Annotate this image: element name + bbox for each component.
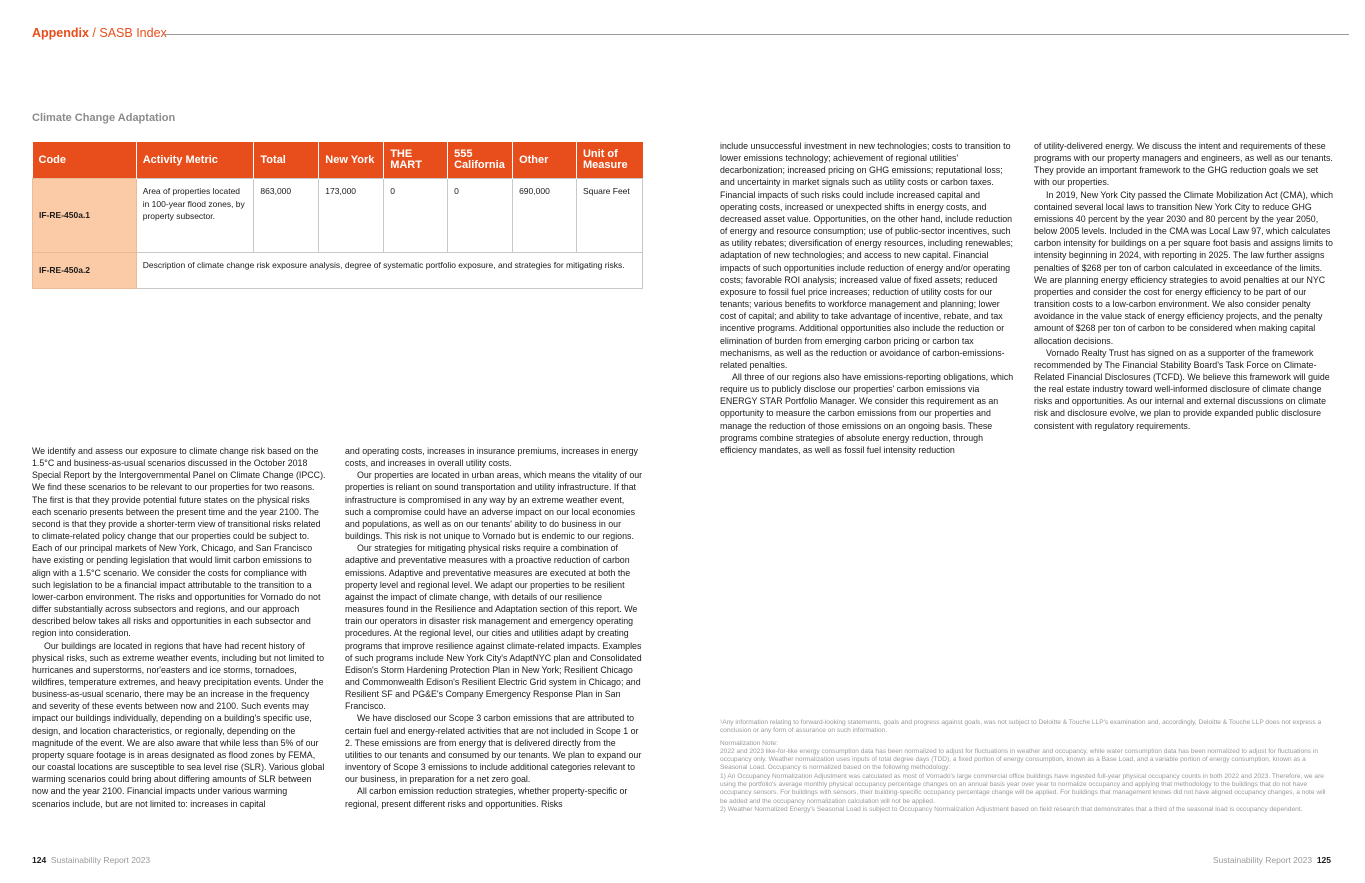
column-header: Activity Metric	[136, 142, 254, 179]
sasb-table	[32, 142, 643, 289]
new-york-value: 173,000	[319, 179, 384, 253]
report-title: Sustainability Report 2023	[50, 855, 151, 865]
column-header: Total	[254, 142, 319, 179]
total-value: 863,000	[254, 179, 319, 253]
normalization-item-2: 2) Weather Normalized Energy's Seasonal Load is subject to Occupancy Normalization Adjustment based on field research that demonstrates that a third of the seasonal load is occupancy dependent.	[720, 805, 1303, 813]
normalization-body: 2022 and 2023 like-for-like energy consumption data has been normalized to adjust for fluctuations in weather and occupancy, while water consumption data has been normalized to adjust for fluctuations in occupancy only. Weather normalization uses inputs of total degree days (TDD), a fixed portion of energy consumption, known as a Base Load, and a variable portion of energy consumption, known as a Seasonal Load. Occupancy is normalized based on the following methodology:	[720, 747, 1319, 772]
text-column-4	[1034, 140, 1334, 432]
the-mart-value: 0	[384, 179, 448, 253]
page-number: 125	[1316, 855, 1331, 865]
report-title: Sustainability Report 2023	[1212, 855, 1313, 865]
paragraph: All three of our regions also have emissions-reporting obligations, which require us to publicly disclose our properties' carbon emissions via ENERGY STAR Portfolio Manager. We consider this requirement as an opportunity to measure the carbon emissions from our properties and manage the reduction of those emissions on an ongoing basis. These programs combine strategies of absolute energy reduction, through efficiency mandates, as well as fossil fuel intensity reduction	[720, 371, 1014, 455]
table-header-row	[33, 142, 643, 179]
table-row	[33, 179, 643, 253]
column-header: 555 California	[448, 142, 513, 179]
paragraph: Our strategies for mitigating physical risks require a combination of adaptive and preventative measures with a proactive reduction of carbon emissions. Adaptive and preventative measures are executed at both the property level and regional level. We adapt our properties to be resilient against the impact of climate change, with details of our resilience measures found in the Resilience and Adaptation section of this report. We train our operators in disaster risk management and emergency operating procedures. At the regional level, our cities and utilities adapt by creating programs that improve resilience against climate-related impacts. Examples of such programs include New York City's AdaptNYC plan and Consolidated Edison's Storm Hardening Protection Plan in New York; Resilient Chicago and Commonwealth Edison's Resilient Electric Grid system in Chicago; and Resilient SF and PG&E's Company Emergency Response Plan in San Francisco.	[345, 543, 642, 712]
section-title: Climate Change Adaptation	[32, 112, 176, 124]
normalization-item-1: 1) An Occupancy Normalization Adjustment was calculated as most of Vornado's large commercial office buildings have ingested full-year physical occupancy counts in both 2022 and 2023. Therefore, we are using the portfolio's average monthly physical occupancy percentage changes on an annual basis year over year to normalize occupancy and applying that methodology to the buildings that do not have occupancy sensors. For buildings with sensors, their building-specific occupancy percentage change will be applied. For buildings that management knows did not have aligned occupancy changes, a note will be added and the occupancy normalization calculation will not be applied.	[720, 772, 1326, 805]
footnotes	[720, 719, 1333, 814]
column-header: Unit of Measure	[576, 142, 642, 179]
breadcrumb-section: Appendix	[32, 26, 89, 40]
paragraph: We have disclosed our Scope 3 carbon emissions that are attributed to certain fuel and energy-related activities that are not included in Scope 1 or 2. These emissions are from energy that is delivered directly from the utilities to our tenants and consumed by our tenants. We plan to expand our inventory of Scope 3 emissions to include additional categories relevant to our business, in preparation for a net zero goal.	[345, 713, 642, 785]
normalization-heading: Normalization Note:	[720, 739, 778, 747]
page-number: 124	[32, 855, 47, 865]
metric-code: IF-RE-450a.1	[33, 179, 137, 253]
footer-right	[1213, 855, 1331, 865]
metric-code: IF-RE-450a.2	[33, 253, 137, 289]
paragraph: and operating costs, increases in insurance premiums, increases in energy costs, and increases in overall utility costs.	[345, 446, 638, 469]
other-value: 690,000	[513, 179, 577, 253]
california-555-value: 0	[448, 179, 513, 253]
table-row	[33, 253, 643, 289]
breadcrumb	[32, 26, 167, 40]
column-header: Other	[513, 142, 577, 179]
paragraph: of utility-delivered energy. We discuss the intent and requirements of these programs with our property managers and engineers, as well as our tenants. They provide an important framework to the GHG reduction goals we set with our properties.	[1034, 141, 1333, 188]
footnote-disclaimer: ¹Any information relating to forward-looking statements, goals and progress against goals, was not subject to Deloitte & Touche LLP's examination and, accordingly, Deloitte & Touche LLP does not express a conclusion or any form of assurance on such information.	[720, 719, 1322, 735]
column-header: Code	[33, 142, 137, 179]
footer-left	[32, 855, 150, 865]
column-header: THE MART	[384, 142, 448, 179]
paragraph: Our buildings are located in regions that have had recent history of physical risks, such as extreme weather events, including but not limited to hurricanes and superstorms, nor'easters and ice storms, tornadoes, wildfires, temperature extremes, and heavy precipitation events. Under the business-as-usual scenario, there may be an increase in the frequency and severity of these events between now and 2100. Such events may impact our buildings individually, depending on a building's specific use, design, and location characteristics, or regionally, depending on the magnitude of the event. We are also aware that while less than 5% of our property square footage is in areas designated as flood zones by FEMA, our coastal locations are susceptible to sea level rise (SLR). Various global warming scenarios could bring about differing amounts of SLR between now and the year 2100. Financial impacts under various warming scenarios include, but are not limited to: increases in capital	[32, 640, 325, 809]
activity-metric: Area of properties located in 100-year flood zones, by property subsector.	[136, 179, 254, 253]
breadcrumb-subsection: / SASB Index	[88, 26, 167, 40]
text-column-3	[720, 140, 1018, 456]
paragraph: All carbon emission reduction strategies, whether property-specific or regional, present different risks and opportunities. Risks	[345, 786, 628, 809]
paragraph: We identify and assess our exposure to climate change risk based on the 1.5°C and business-as-usual scenarios discussed in the October 2018 Special Report by the Intergovernmental Panel on Climate Change (IPCC). We find these scenarios to be relevant to our properties for two reasons. The first is that they provide potential future states on the physical risks each scenario presents between the present time and the year 2100. The second is that they provide a shorter-term view of transitional risks related to climate-related policy change that our properties could be subject to. Each of our principal markets of New York, Chicago, and San Francisco have existing or pending legislation that would limit carbon emissions to align with a 1.5°C scenario. We consider the costs for compliance with such legislation to be a financial impact attributable to the transition to a lower-carbon environment. The risks and opportunities for Vornado do not differ substantially across subsectors and regions, and our approach described below takes all risks and opportunities in each subsector and region into consideration.	[32, 446, 326, 639]
paragraph: Our properties are located in urban areas, which means the vitality of our properties is reliant on sound transportation and utility infrastructure. If that infrastructure is compromised in any way by an extreme weather event, such a compromise could have an adverse impact on our local economies and populations, as well as on our tenants' ability to do business in our buildings. This risk is not unique to Vornado but is endemic to our regions.	[345, 470, 643, 542]
header-divider	[163, 34, 1349, 35]
text-column-2	[345, 445, 643, 810]
column-header: New York	[319, 142, 384, 179]
paragraph: Vornado Realty Trust has signed on as a supporter of the framework recommended by The Financial Stability Board's Task Force on Climate-Related Financial Disclosures (TCFD). We believe this framework will guide the real estate industry toward well-informed disclosure of climate change risks and opportunities. As our internal and external discussions on climate risk and disclosure evolve, we plan to provide expanded public disclosure consistent with regulatory requirements.	[1034, 347, 1330, 431]
paragraph: include unsuccessful investment in new technologies; costs to transition to lower emissions technology; achievement of regional utilities' decarbonization; increased pricing on GHG emissions; reputational loss; and uncertainty in market signals such as utility costs or carbon taxes. Financial impacts of such risks could include increased capital and operating costs, increased or unexpected shifts in energy costs, and decreased asset value. Opportunities, on the other hand, include reduction of energy and resource consumption; use of public-sector incentives, such as utility rebates; diversification of energy resources, including renewables; adaptation of new technologies; and access to new capital. Financial impacts of such opportunities include reduction of energy and/or operating costs; favorable ROI analysis; increased value of fixed assets; reduced exposure to fossil fuel price increases; reduction of utility costs for our tenants; various benefits to workforce management and planning; lower cost of capital; and ability to take advantage of incentive, rebate, and tax incentive programs. Additional opportunities also include the reduction or elimination of burden from emerging carbon pricing or carbon tax mechanisms, as well as the reduction or avoidance of carbon-emissions-related penalties.	[720, 141, 1013, 370]
text-column-1	[32, 445, 326, 810]
paragraph: In 2019, New York City passed the Climate Mobilization Act (CMA), which contained several local laws to transition New York City to reduce GHG emissions 40 percent by the year 2030 and 80 percent by the year 2050, below 2005 levels. Included in the CMA was Local Law 97, which calculates carbon intensity for buildings on a per square foot basis and assigns limits to intensity beginning in 2024, with reporting in 2025. The law further assigns penalties of $268 per ton of carbon calculated in exceedance of the limits. We are planning energy efficiency strategies to avoid penalties at our NYC properties and consider the cost for energy efficiency to be part of our transition costs to a low-carbon environment. We also consider penalty avoidance in the value stack of energy efficiency projects, and the penalty amount of $268 per ton of carbon to be considered when making capital allocation decisions.	[1034, 189, 1334, 346]
activity-metric: Description of climate change risk exposure analysis, degree of systematic portfolio exposure, and strategies for mitigating risks.	[136, 253, 642, 289]
unit-of-measure: Square Feet	[576, 179, 642, 253]
